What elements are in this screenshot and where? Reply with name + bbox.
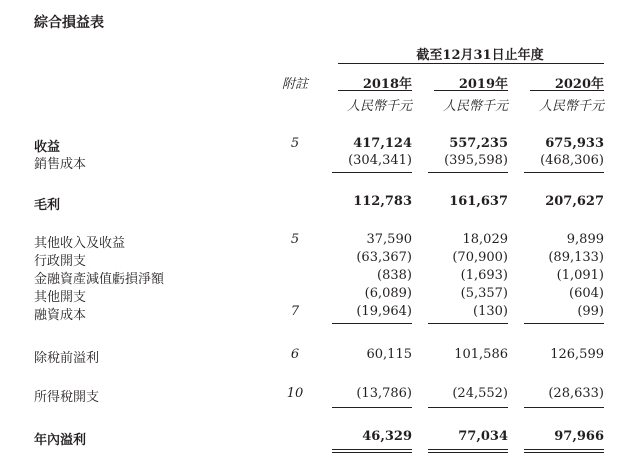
- row-note-income-tax: 10: [286, 386, 304, 401]
- period-underline: [338, 63, 604, 64]
- finance-costs-2019: (130): [473, 304, 508, 319]
- other-expenses-2019: (5,357): [460, 286, 508, 301]
- subtotal-rule: [428, 323, 508, 324]
- impairment-losses-2020: (1,091): [556, 268, 604, 283]
- gross-profit-2020: 207,627: [545, 194, 604, 209]
- row-label-finance-costs: 融資成本: [34, 308, 87, 323]
- year-underline-2020: [530, 90, 604, 91]
- profit-for-year-2020: 97,966: [554, 429, 604, 444]
- income-tax-2019: (24,552): [452, 386, 508, 401]
- admin-expenses-2018: (63,367): [356, 250, 412, 265]
- subtotal-rule: [332, 407, 412, 408]
- subtotal-rule: [524, 407, 604, 408]
- currency-unit-2018: 人民幣千元: [346, 99, 412, 114]
- profit-for-year-2018: 46,329: [362, 429, 412, 444]
- row-note-profit-before-tax: 6: [290, 347, 300, 362]
- row-note-other-income: 5: [290, 232, 300, 247]
- profit-before-tax-2018: 60,115: [366, 347, 412, 362]
- income-tax-2018: (13,786): [356, 386, 412, 401]
- cost-of-sales-2018: (304,341): [348, 153, 412, 168]
- subtotal-rule: [332, 172, 412, 173]
- row-label-gross-profit: 毛利: [34, 198, 61, 213]
- finance-costs-2020: (99): [577, 304, 604, 319]
- row-note-revenue: 5: [290, 136, 300, 151]
- row-label-income-tax: 所得稅開支: [34, 390, 100, 405]
- other-income-2019: 18,029: [462, 232, 508, 247]
- cost-of-sales-2020: (468,306): [540, 153, 604, 168]
- admin-expenses-2020: (89,133): [548, 250, 604, 265]
- impairment-losses-2018: (838): [377, 268, 412, 283]
- note-column-header: 附註: [282, 77, 309, 92]
- profit-before-tax-2019: 101,586: [454, 347, 508, 362]
- impairment-losses-2019: (1,693): [460, 268, 508, 283]
- other-expenses-2018: (6,089): [364, 286, 412, 301]
- row-label-profit-before-tax: 除稅前溢利: [34, 351, 100, 366]
- total-double-rule: [524, 449, 604, 453]
- subtotal-rule: [524, 323, 604, 324]
- income-tax-2020: (28,633): [548, 386, 604, 401]
- year-header-2019: 2019年: [458, 77, 508, 92]
- revenue-2018: 417,124: [353, 136, 412, 151]
- row-note-finance-costs: 7: [290, 304, 300, 319]
- finance-costs-2018: (19,964): [356, 304, 412, 319]
- year-underline-2019: [434, 90, 508, 91]
- other-income-2018: 37,590: [366, 232, 412, 247]
- period-header: 截至12月31日止年度: [416, 48, 544, 63]
- gross-profit-2019: 161,637: [449, 194, 508, 209]
- row-label-admin-expenses: 行政開支: [34, 254, 87, 269]
- profit-for-year-2019: 77,034: [458, 429, 508, 444]
- gross-profit-2018: 112,783: [353, 194, 412, 209]
- other-expenses-2020: (604): [569, 286, 604, 301]
- row-label-other-expenses: 其他開支: [34, 290, 87, 305]
- other-income-2020: 9,899: [566, 232, 604, 247]
- profit-before-tax-2020: 126,599: [550, 347, 604, 362]
- row-label-cost-of-sales: 銷售成本: [34, 157, 87, 172]
- subtotal-rule: [428, 407, 508, 408]
- currency-unit-2020: 人民幣千元: [538, 99, 604, 114]
- total-double-rule: [332, 449, 412, 453]
- cost-of-sales-2019: (395,598): [444, 153, 508, 168]
- subtotal-rule: [332, 323, 412, 324]
- admin-expenses-2019: (70,900): [452, 250, 508, 265]
- year-header-2018: 2018年: [362, 77, 412, 92]
- total-double-rule: [428, 449, 508, 453]
- year-header-2020: 2020年: [554, 77, 604, 92]
- currency-unit-2019: 人民幣千元: [442, 99, 508, 114]
- revenue-2020: 675,933: [545, 136, 604, 151]
- year-underline-2018: [338, 90, 412, 91]
- row-label-impairment-losses: 金融資產減值虧損淨額: [34, 272, 165, 287]
- row-label-revenue: 收益: [34, 140, 61, 155]
- row-label-other-income: 其他收入及收益: [34, 236, 126, 251]
- row-label-profit-for-year: 年內溢利: [34, 433, 87, 448]
- revenue-2019: 557,235: [449, 136, 508, 151]
- statement-title: 綜合損益表: [34, 15, 104, 31]
- subtotal-rule: [524, 172, 604, 173]
- subtotal-rule: [428, 172, 508, 173]
